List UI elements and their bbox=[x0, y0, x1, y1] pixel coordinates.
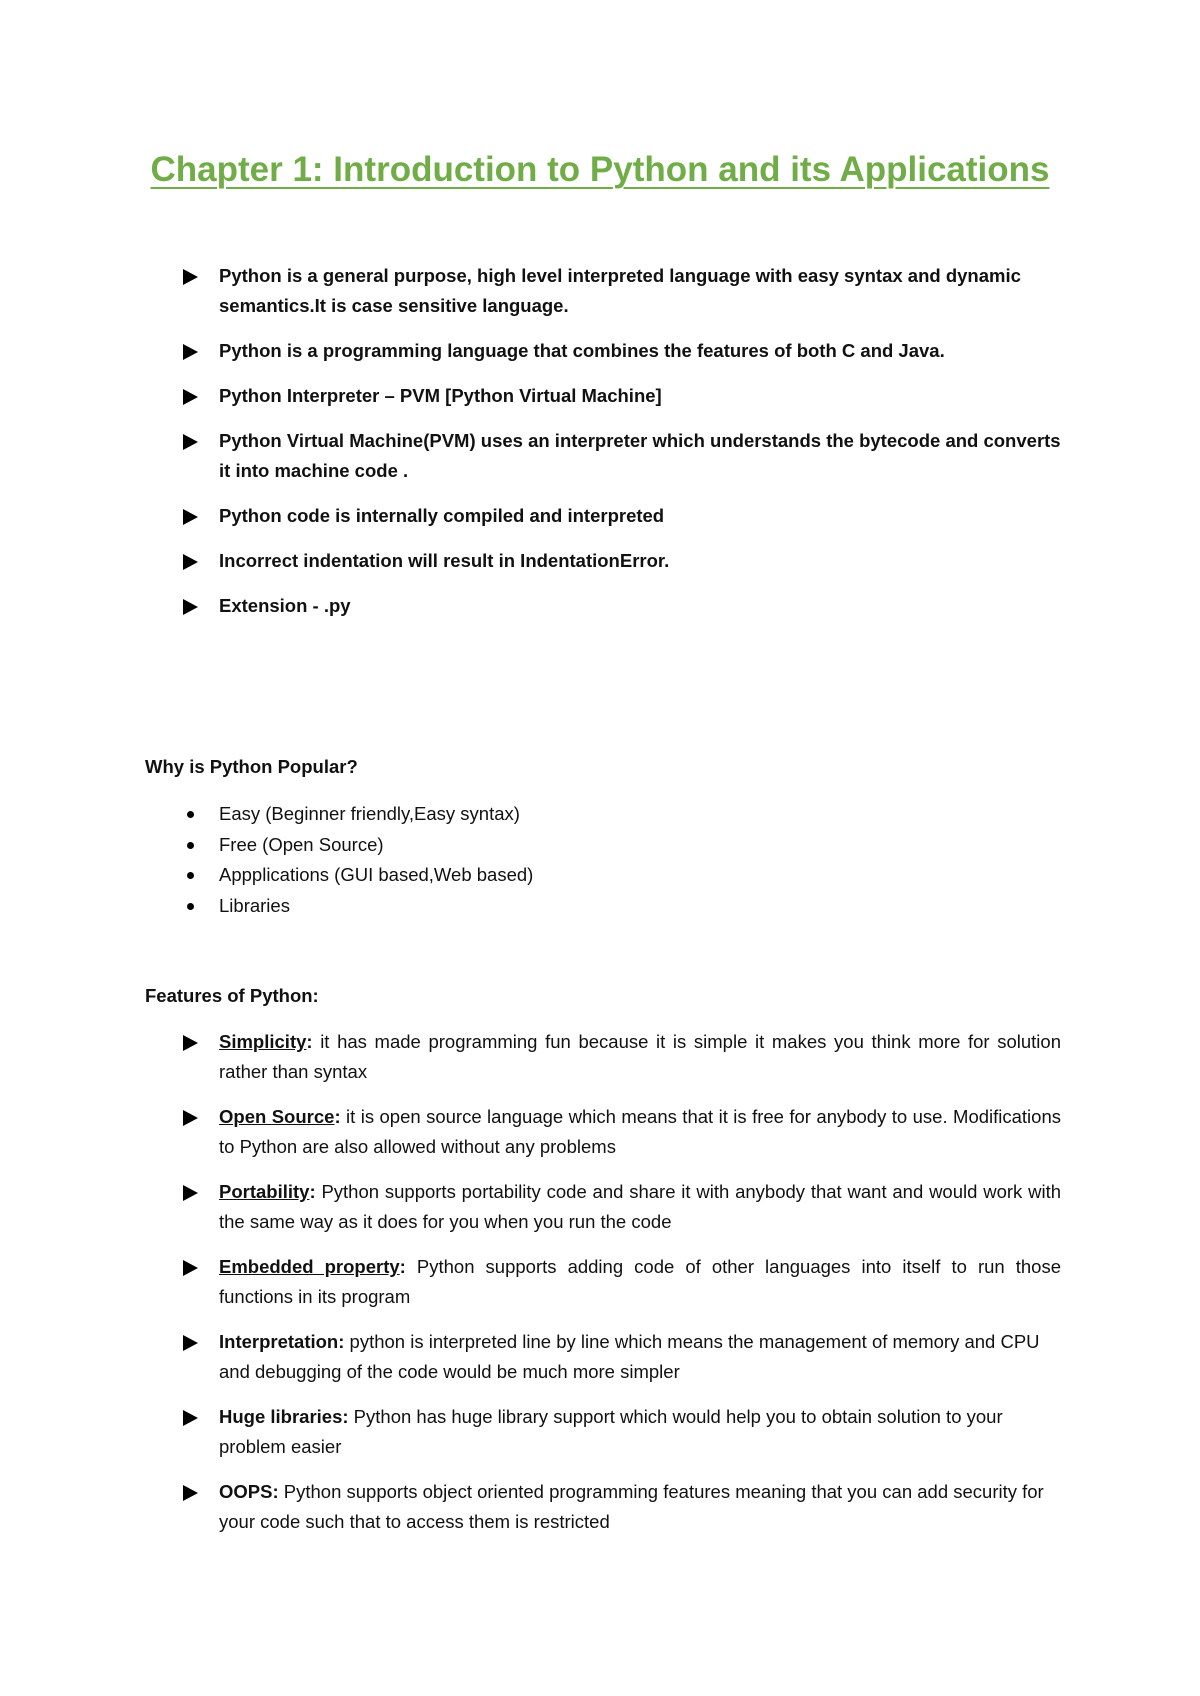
list-item-text: Python Virtual Machine(PVM) uses an interpreter which understands the bytecode and converts it into machine code . bbox=[219, 430, 1061, 481]
feature-term-colon: : bbox=[334, 1106, 341, 1127]
list-item-text: Python Interpreter – PVM [Python Virtual Machine] bbox=[219, 385, 662, 406]
list-item bbox=[181, 336, 1061, 366]
list-item bbox=[181, 501, 1061, 531]
list-item bbox=[187, 891, 533, 922]
arrow-bullet-icon bbox=[183, 599, 198, 615]
arrow-bullet-icon bbox=[183, 509, 198, 525]
feature-term: Interpretation: bbox=[219, 1331, 345, 1352]
arrow-bullet-icon bbox=[183, 1110, 198, 1126]
feature-term-colon: : bbox=[306, 1031, 313, 1052]
feature-description: python is interpreted line by line which means the management of memory and CPU and debugging of the code would be much more simpler bbox=[219, 1331, 1040, 1382]
features-list bbox=[181, 1027, 1061, 1537]
list-item bbox=[181, 1327, 1061, 1387]
bullet-dot-icon bbox=[187, 903, 194, 910]
feature-description: Python supports portability code and share it with anybody that want and would work with the same way as it does for you when you run the code bbox=[219, 1181, 1061, 1232]
feature-term-colon: : bbox=[309, 1181, 316, 1202]
arrow-bullet-icon bbox=[183, 1335, 198, 1351]
list-item-text: Easy (Beginner friendly,Easy syntax) bbox=[219, 803, 520, 824]
feature-term: Embedded property bbox=[219, 1256, 400, 1277]
list-item-text: Extension - .py bbox=[219, 595, 351, 616]
feature-description: Python has huge library support which would help you to obtain solution to your problem easier bbox=[219, 1406, 1003, 1457]
arrow-bullet-icon bbox=[183, 1410, 198, 1426]
list-item-text: Incorrect indentation will result in IndentationError. bbox=[219, 550, 670, 571]
bullet-dot-icon bbox=[187, 811, 194, 818]
arrow-bullet-icon bbox=[183, 389, 198, 405]
arrow-bullet-icon bbox=[183, 1485, 198, 1501]
list-item-text: Python code is internally compiled and interpreted bbox=[219, 505, 665, 526]
feature-description: Python supports adding code of other languages into itself to run those functions in its program bbox=[219, 1256, 1062, 1307]
list-item-text: Free (Open Source) bbox=[219, 833, 384, 855]
feature-term: Open Source bbox=[219, 1106, 335, 1127]
list-item bbox=[181, 1477, 1061, 1537]
feature-term: Portability bbox=[219, 1181, 310, 1202]
list-item bbox=[187, 799, 533, 830]
list-item bbox=[181, 261, 1061, 321]
list-item bbox=[181, 426, 1061, 486]
list-item-text: Python is a programming language that combines the features of both C and Java. bbox=[219, 340, 945, 361]
list-item-text: Appplications (GUI based,Web based) bbox=[219, 864, 534, 885]
arrow-bullet-icon bbox=[183, 269, 198, 285]
arrow-bullet-icon bbox=[183, 434, 198, 450]
feature-description: Python supports object oriented programming features meaning that you can add security for your code such that to access them is restricted bbox=[219, 1481, 1044, 1532]
intro-list bbox=[181, 261, 1061, 621]
list-item bbox=[181, 1102, 1061, 1162]
popular-list bbox=[187, 799, 533, 921]
popular-heading: Why is Python Popular? bbox=[145, 756, 358, 777]
features-heading: Features of Python: bbox=[145, 985, 319, 1006]
arrow-bullet-icon bbox=[183, 344, 198, 360]
list-item bbox=[181, 1027, 1061, 1087]
list-item bbox=[187, 830, 533, 861]
page-title: Chapter 1: Introduction to Python and its Applications bbox=[150, 150, 1050, 189]
list-item-text: Libraries bbox=[219, 894, 290, 916]
list-item bbox=[187, 860, 533, 891]
arrow-bullet-icon bbox=[183, 554, 198, 570]
list-item bbox=[181, 591, 1061, 621]
arrow-bullet-icon bbox=[183, 1260, 198, 1276]
feature-description: it is open source language which means that it is free for anybody to use. Modifications to Python are also allowed without any problems bbox=[219, 1106, 1061, 1157]
arrow-bullet-icon bbox=[183, 1035, 198, 1051]
list-item bbox=[181, 1177, 1061, 1237]
list-item bbox=[181, 1402, 1061, 1462]
list-item bbox=[181, 546, 1061, 576]
feature-term: Simplicity bbox=[219, 1031, 307, 1052]
feature-term: Huge libraries: bbox=[219, 1406, 349, 1427]
list-item bbox=[181, 381, 1061, 411]
list-item bbox=[181, 1252, 1061, 1312]
feature-term-colon: : bbox=[399, 1256, 406, 1277]
feature-term: OOPS: bbox=[219, 1481, 279, 1502]
bullet-dot-icon bbox=[187, 872, 194, 879]
bullet-dot-icon bbox=[187, 842, 194, 849]
list-item-text: Python is a general purpose, high level interpreted language with easy syntax and dynamic semantics.It is case sensitive language. bbox=[219, 265, 1021, 316]
arrow-bullet-icon bbox=[183, 1185, 198, 1201]
feature-description: it has made programming fun because it is simple it makes you think more for solution rather than syntax bbox=[219, 1031, 1061, 1082]
